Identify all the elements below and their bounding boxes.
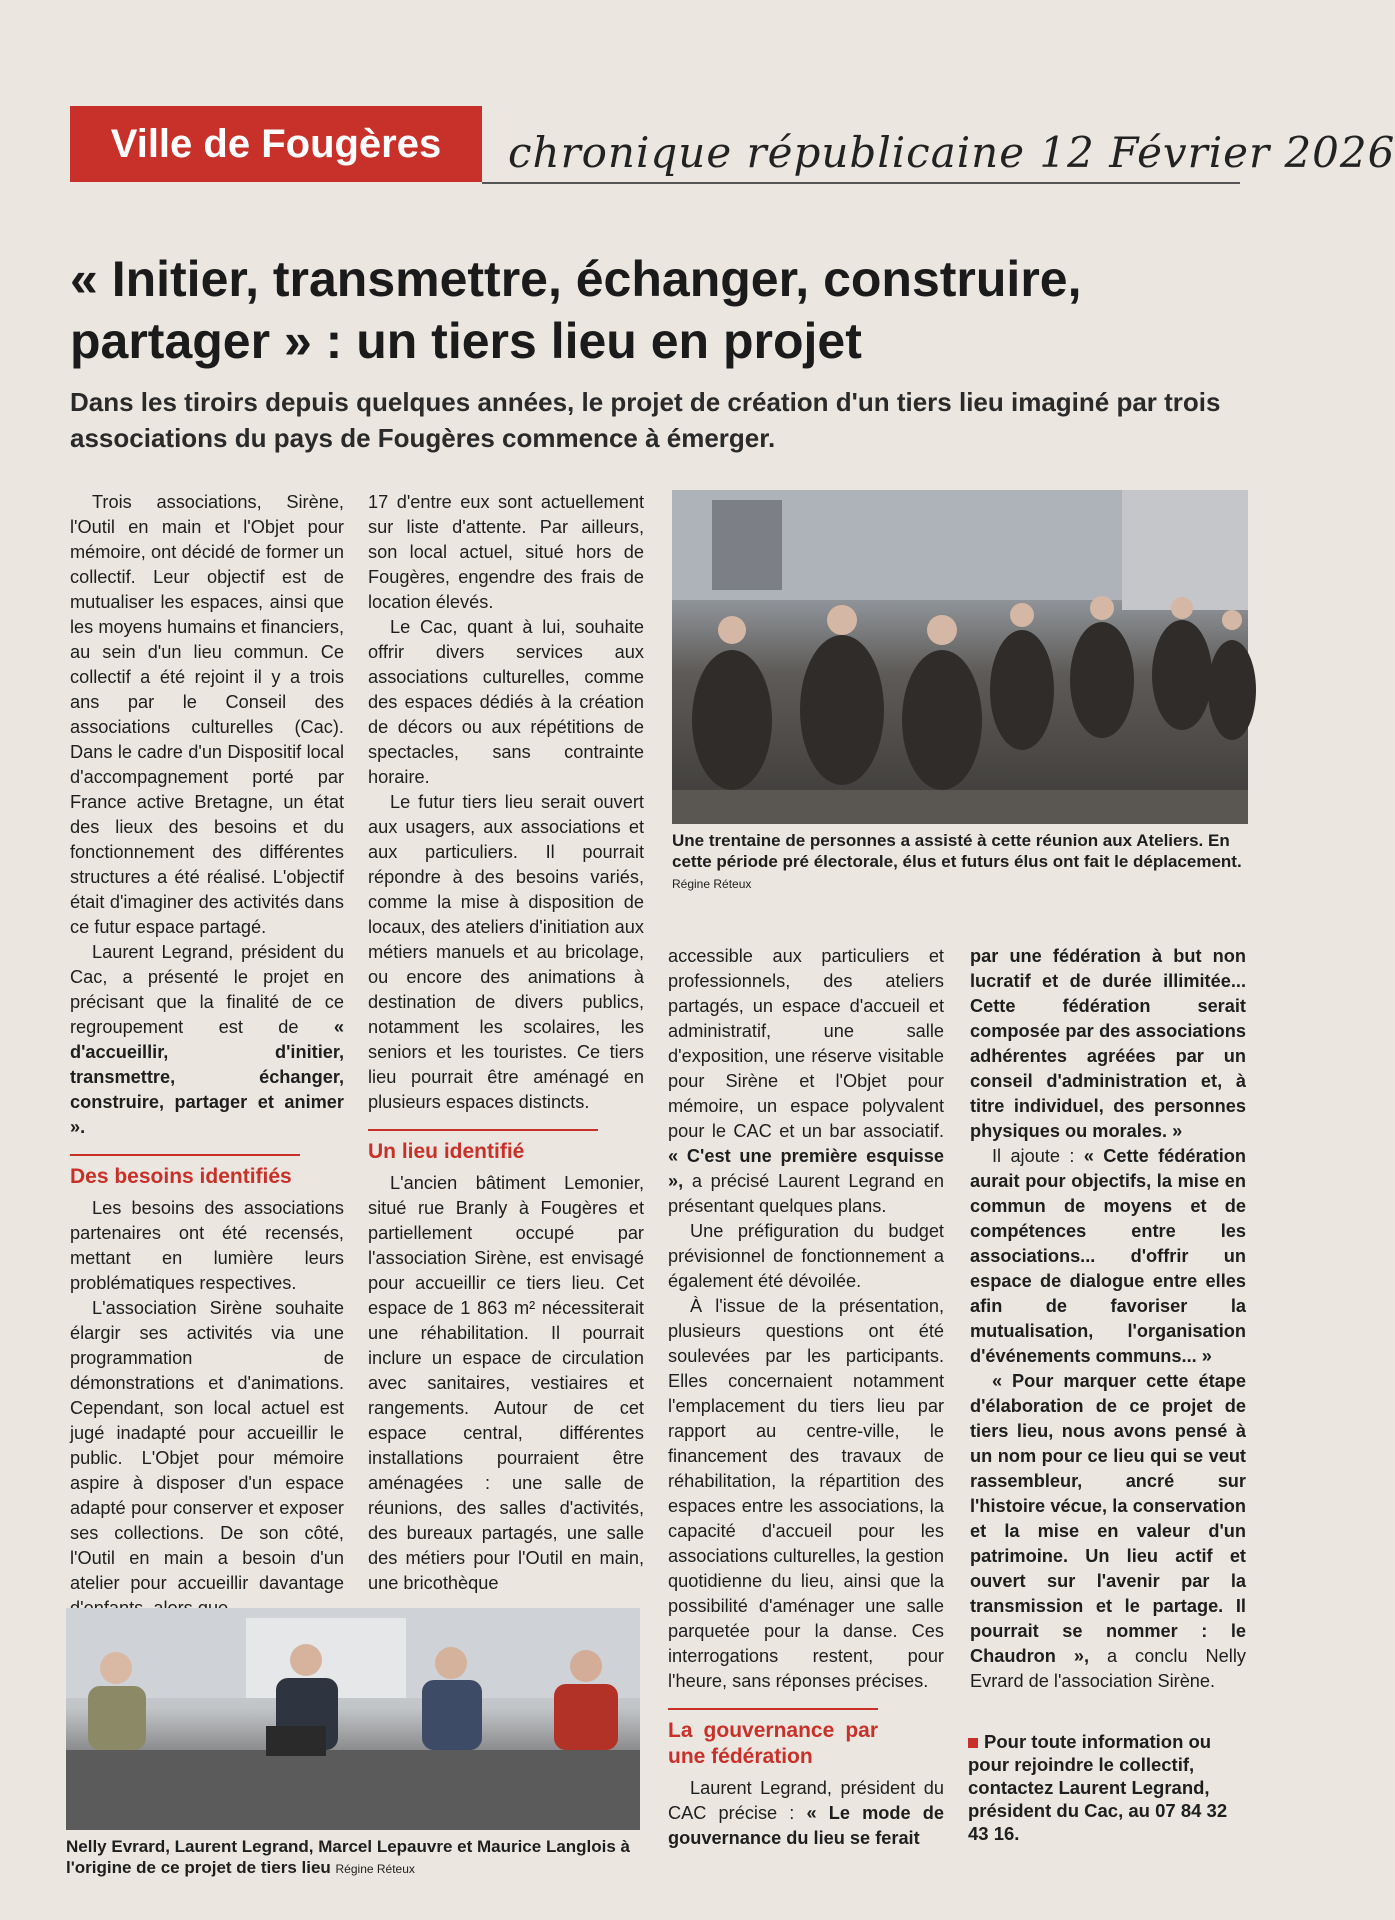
paragraph-text: a précisé Laurent Legrand en présentant quelques plans. <box>668 1171 944 1216</box>
paragraph: L'ancien bâtiment Lemonier, situé rue Branly à Fougères et partiellement occupé par l'association Sirène, est envisagé pour accueillir ce tiers lieu. Cet espace de 1 863 m² nécessiterait une réhabilitation. Il pourrait inclure un espace de circulation avec sanitaires, vestiaires et rangements. Autour de cet espace central, différentes installations pourraient être aménagées : une salle de réunions, des salles d'activités, des bureaux partagés, une salle des métiers pour l'Outil en main, une bricothèque <box>368 1173 644 1593</box>
header-rule <box>482 182 1240 184</box>
quote: par une fédération à but non lucratif et de durée illimitée... Cette fédération serait composée par des associations adhérentes agréées par un conseil d'administration et, à titre individuel, des personnes physiques ou morales. » <box>970 946 1246 1141</box>
column-3 <box>668 944 944 1851</box>
paragraph <box>668 944 944 1219</box>
quote: « Cette fédération aurait pour objectifs, la mise en commun de moyens et de compétences entre les associations... d'offrir un espace de dialogue entre elles afin de favoriser la mutualisation, l'organisation d'événements communs... » <box>970 1146 1246 1366</box>
subhead: Des besoins identifiés <box>70 1154 300 1190</box>
section-kicker: Ville de Fougères <box>70 106 482 182</box>
article-deck: Dans les tiroirs depuis quelques années, le projet de création d'un tiers lieu imaginé par trois associations du pays de Fougères commence à émerger. <box>70 387 1221 453</box>
paragraph-text: accessible aux particuliers et professionnels, des ateliers partagés, un espace d'accueil et administratif, une salle d'exposition, une réserve visitable pour Sirène et l'Objet pour mémoire, un espace polyvalent pour le CAC et un bar associatif. <box>668 946 944 1141</box>
paragraph: À l'issue de la présentation, plusieurs questions ont été soulevées par les participants. Elles concernaient notamment l'emplacement du tiers lieu par rapport au centre-ville, le financement des travaux de réhabilitation, la répartition des espaces entre les associations, la capacité d'accueil pour les associations culturelles, la gestion quotidienne du lieu, ainsi que la possibilité d'aménager une salle parquetée pour la danse. Ces interrogations restent, pour l'heure, sans réponses précises. <box>668 1296 944 1691</box>
quote: « Pour marquer cette étape d'élaboration de ce projet de tiers lieu, nous avons pensé à un nom pour ce lieu qui se veut rassembleur, ancré sur l'histoire vécue, la conservation et la mise en valeur d'un patrimoine. Un lieu actif et ouvert sur l'avenir par la transmission et le partage. Il pourrait se nommer : le Chaudron », <box>970 1371 1246 1666</box>
caption-text: Une trentaine de personnes a assisté à cette réunion aux Ateliers. En cette période pré électorale, élus et futurs élus ont fait le déplacement. <box>672 831 1242 871</box>
paragraph-text: Il ajoute : <box>992 1146 1075 1166</box>
panel-photo <box>66 1608 640 1830</box>
paragraph: Les besoins des associations partenaires ont été recensés, mettant en lumière leurs problématiques respectives. <box>70 1198 344 1293</box>
photo-credit: Régine Réteux <box>335 1862 415 1876</box>
photo-2-caption <box>66 1836 646 1880</box>
audience-illustration <box>672 490 1248 824</box>
paragraph: Une préfiguration du budget prévisionnel de fonctionnement a également été dévoilée. <box>668 1221 944 1291</box>
paragraph-text: a conclu Nelly Evrard de l'association Sirène. <box>970 1646 1246 1691</box>
column-4 <box>970 944 1246 1694</box>
paragraph <box>970 1369 1246 1694</box>
paragraph: 17 d'entre eux sont actuellement sur liste d'attente. Par ailleurs, son local actuel, situé hors de Fougères, engendre des frais de location élevés. <box>368 492 644 612</box>
subhead: Un lieu identifié <box>368 1129 598 1165</box>
paragraph: Le futur tiers lieu serait ouvert aux usagers, aux associations et aux particuliers. Il pourrait répondre à des besoins variés, comme la mise à disposition de locaux, des ateliers d'initiation aux métiers manuels et au bricolage, ou encore des animations à destination de divers publics, notamment les scolaires, les seniors et les touristes. Ce tiers lieu pourrait être aménagé en plusieurs espaces distincts. <box>368 792 644 1112</box>
subhead: La gouvernance par une fédération <box>668 1708 878 1770</box>
contact-info-text: Pour toute information ou pour rejoindre le collectif, contactez Laurent Legrand, président du Cac, au 07 84 32 43 16. <box>968 1731 1228 1844</box>
paragraph-text: Laurent Legrand, président du Cac, a présenté le projet en précisant que la finalité de ce regroupement est de <box>70 942 344 1037</box>
column-2 <box>368 490 644 1596</box>
quote: « C'est une première esquisse », <box>668 1146 944 1191</box>
handwritten-source-note: chronique républicaine 12 Février 2026 <box>508 128 1395 177</box>
paragraph <box>970 1144 1246 1369</box>
paragraph-text: Laurent Legrand, président du CAC précise : <box>668 1778 944 1823</box>
contact-info-box <box>968 1730 1238 1845</box>
caption-text: Nelly Evrard, Laurent Legrand, Marcel Lepauvre et Maurice Langlois à l'origine de ce projet de tiers lieu <box>66 1837 631 1877</box>
quote: « d'accueillir, d'initier, transmettre, échanger, construire, partager et animer ». <box>70 1017 344 1137</box>
column-1 <box>70 490 344 1621</box>
paragraph <box>668 1776 944 1851</box>
article-headline: « Initier, transmettre, échanger, construire, partager » : un tiers lieu en projet <box>70 251 1082 369</box>
paragraph <box>970 944 1246 1144</box>
paragraph: Le Cac, quant à lui, souhaite offrir divers services aux associations culturelles, comme des espaces dédiés à la création de décors ou aux répétitions de spectacles, sans contrainte horaire. <box>368 617 644 787</box>
paragraph <box>70 940 344 1140</box>
paragraph: L'association Sirène souhaite élargir ses activités via une programmation de démonstrations et d'animations. Cependant, son local actuel est jugé inadapté pour accueillir le public. L'Objet pour mémoire aspire à disposer d'un espace adapté pour conserver et exposer ses collections. De son côté, l'Outil en main a besoin d'un atelier pour accueillir davantage <box>70 1298 344 1593</box>
quote: « Le mode de gouvernance du lieu se ferait <box>668 1803 944 1848</box>
paragraph: Trois associations, Sirène, l'Outil en main et l'Objet pour mémoire, ont décidé de former un collectif. Leur objectif est de mutualiser les espaces, ainsi que les moyens humains et financiers, au sein d'un lieu commun. Ce collectif a été rejoint il y a trois ans par le Conseil des associations culturelles (Cac). Dans le cadre d'un Dispositif local d'accompagnement porté par France active Bretagne, un état des lieux des besoins et du fonctionnement des différentes structures a été réalisé. L'objectif était d'imaginer des activités dans ce futur espace partagé. <box>70 492 344 937</box>
meeting-audience-photo <box>672 490 1248 824</box>
bullet-square-icon <box>968 1738 978 1748</box>
panel-illustration <box>66 1608 640 1830</box>
photo-1-caption <box>672 830 1248 895</box>
photo-credit: Régine Réteux <box>672 877 752 891</box>
